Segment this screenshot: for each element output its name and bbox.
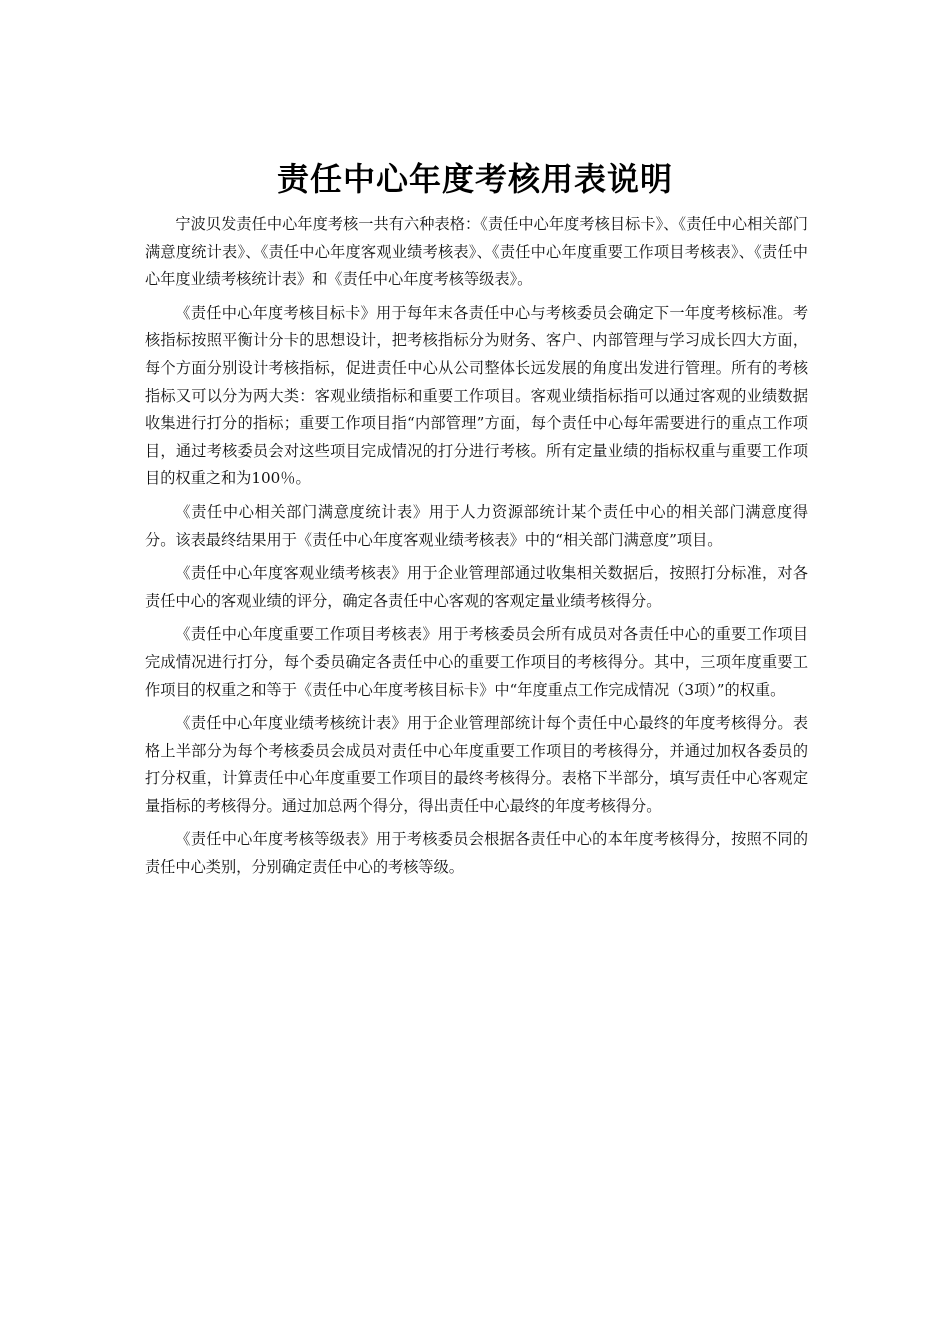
document-title: 责任中心年度考核用表说明: [276, 160, 673, 198]
paragraph-overview: 宁波贝发责任中心年度考核一共有六种表格：《责任中心年度考核目标卡》、《责任中心相关部门满意度统计表》、《责任中心年度客观业绩考核表》、《责任中心年度重要工作项目考核表》、《责任中心年度业绩考核统计表》和《责任中心年度考核等级表》。: [145, 215, 808, 289]
paragraph-key-projects: 《责任中心年度重要工作项目考核表》用于考核委员会所有成员对各责任中心的重要工作项目完成情况进行打分，每个委员确定各责任中心的重要工作项目的考核得分。其中，三项年度重要工作项目的权重之和等于《责任中心年度考核目标卡》中“年度重点工作完成情况（3项）”的权重。: [145, 625, 808, 699]
paragraph-target-card: 《责任中心年度考核目标卡》用于每年末各责任中心与考核委员会确定下一年度考核标准。考核指标按照平衡计分卡的思想设计，把考核指标分为财务、客户、内部管理与学习成长四大方面，每个方面分别设计考核指标，促进责任中心从公司整体长远发展的角度出发进行管理。所有的考核指标又可以分为两大类：客观业绩指标和重要工作项目。客观业绩指标指可以通过客观的业绩数据收集进行打分的指标；重要工作项目指“内部管理”方面，每个责任中心每年需要进行的重点工作项目，通过考核委员会对这些项目完成情况的打分进行考核。所有定量业绩的指标权重与重要工作项目的权重之和为100％。: [145, 303, 808, 488]
paragraph-objective-performance: 《责任中心年度客观业绩考核表》用于企业管理部通过收集相关数据后，按照打分标准，对各责任中心的客观业绩的评分，确定各责任中心客观的客观定量业绩考核得分。: [145, 564, 808, 610]
paragraph-statistics-table: 《责任中心年度业绩考核统计表》用于企业管理部统计每个责任中心最终的年度考核得分。表格上半部分为每个考核委员会成员对责任中心年度重要工作项目的考核得分，并通过加权各委员的打分权重，计算责任中心年度重要工作项目的最终考核得分。表格下半部分，填写责任中心客观定量指标的考核得分。通过加总两个得分，得出责任中心最终的年度考核得分。: [145, 714, 808, 815]
paragraph-grade-table: 《责任中心年度考核等级表》用于考核委员会根据各责任中心的本年度考核得分，按照不同的责任中心类别，分别确定责任中心的考核等级。: [145, 830, 808, 877]
document-body: [145, 211, 808, 888]
paragraph-satisfaction-table: 《责任中心相关部门满意度统计表》用于人力资源部统计某个责任中心的相关部门满意度得分。该表最终结果用于《责任中心年度客观业绩考核表》中的“相关部门满意度”项目。: [145, 502, 808, 549]
